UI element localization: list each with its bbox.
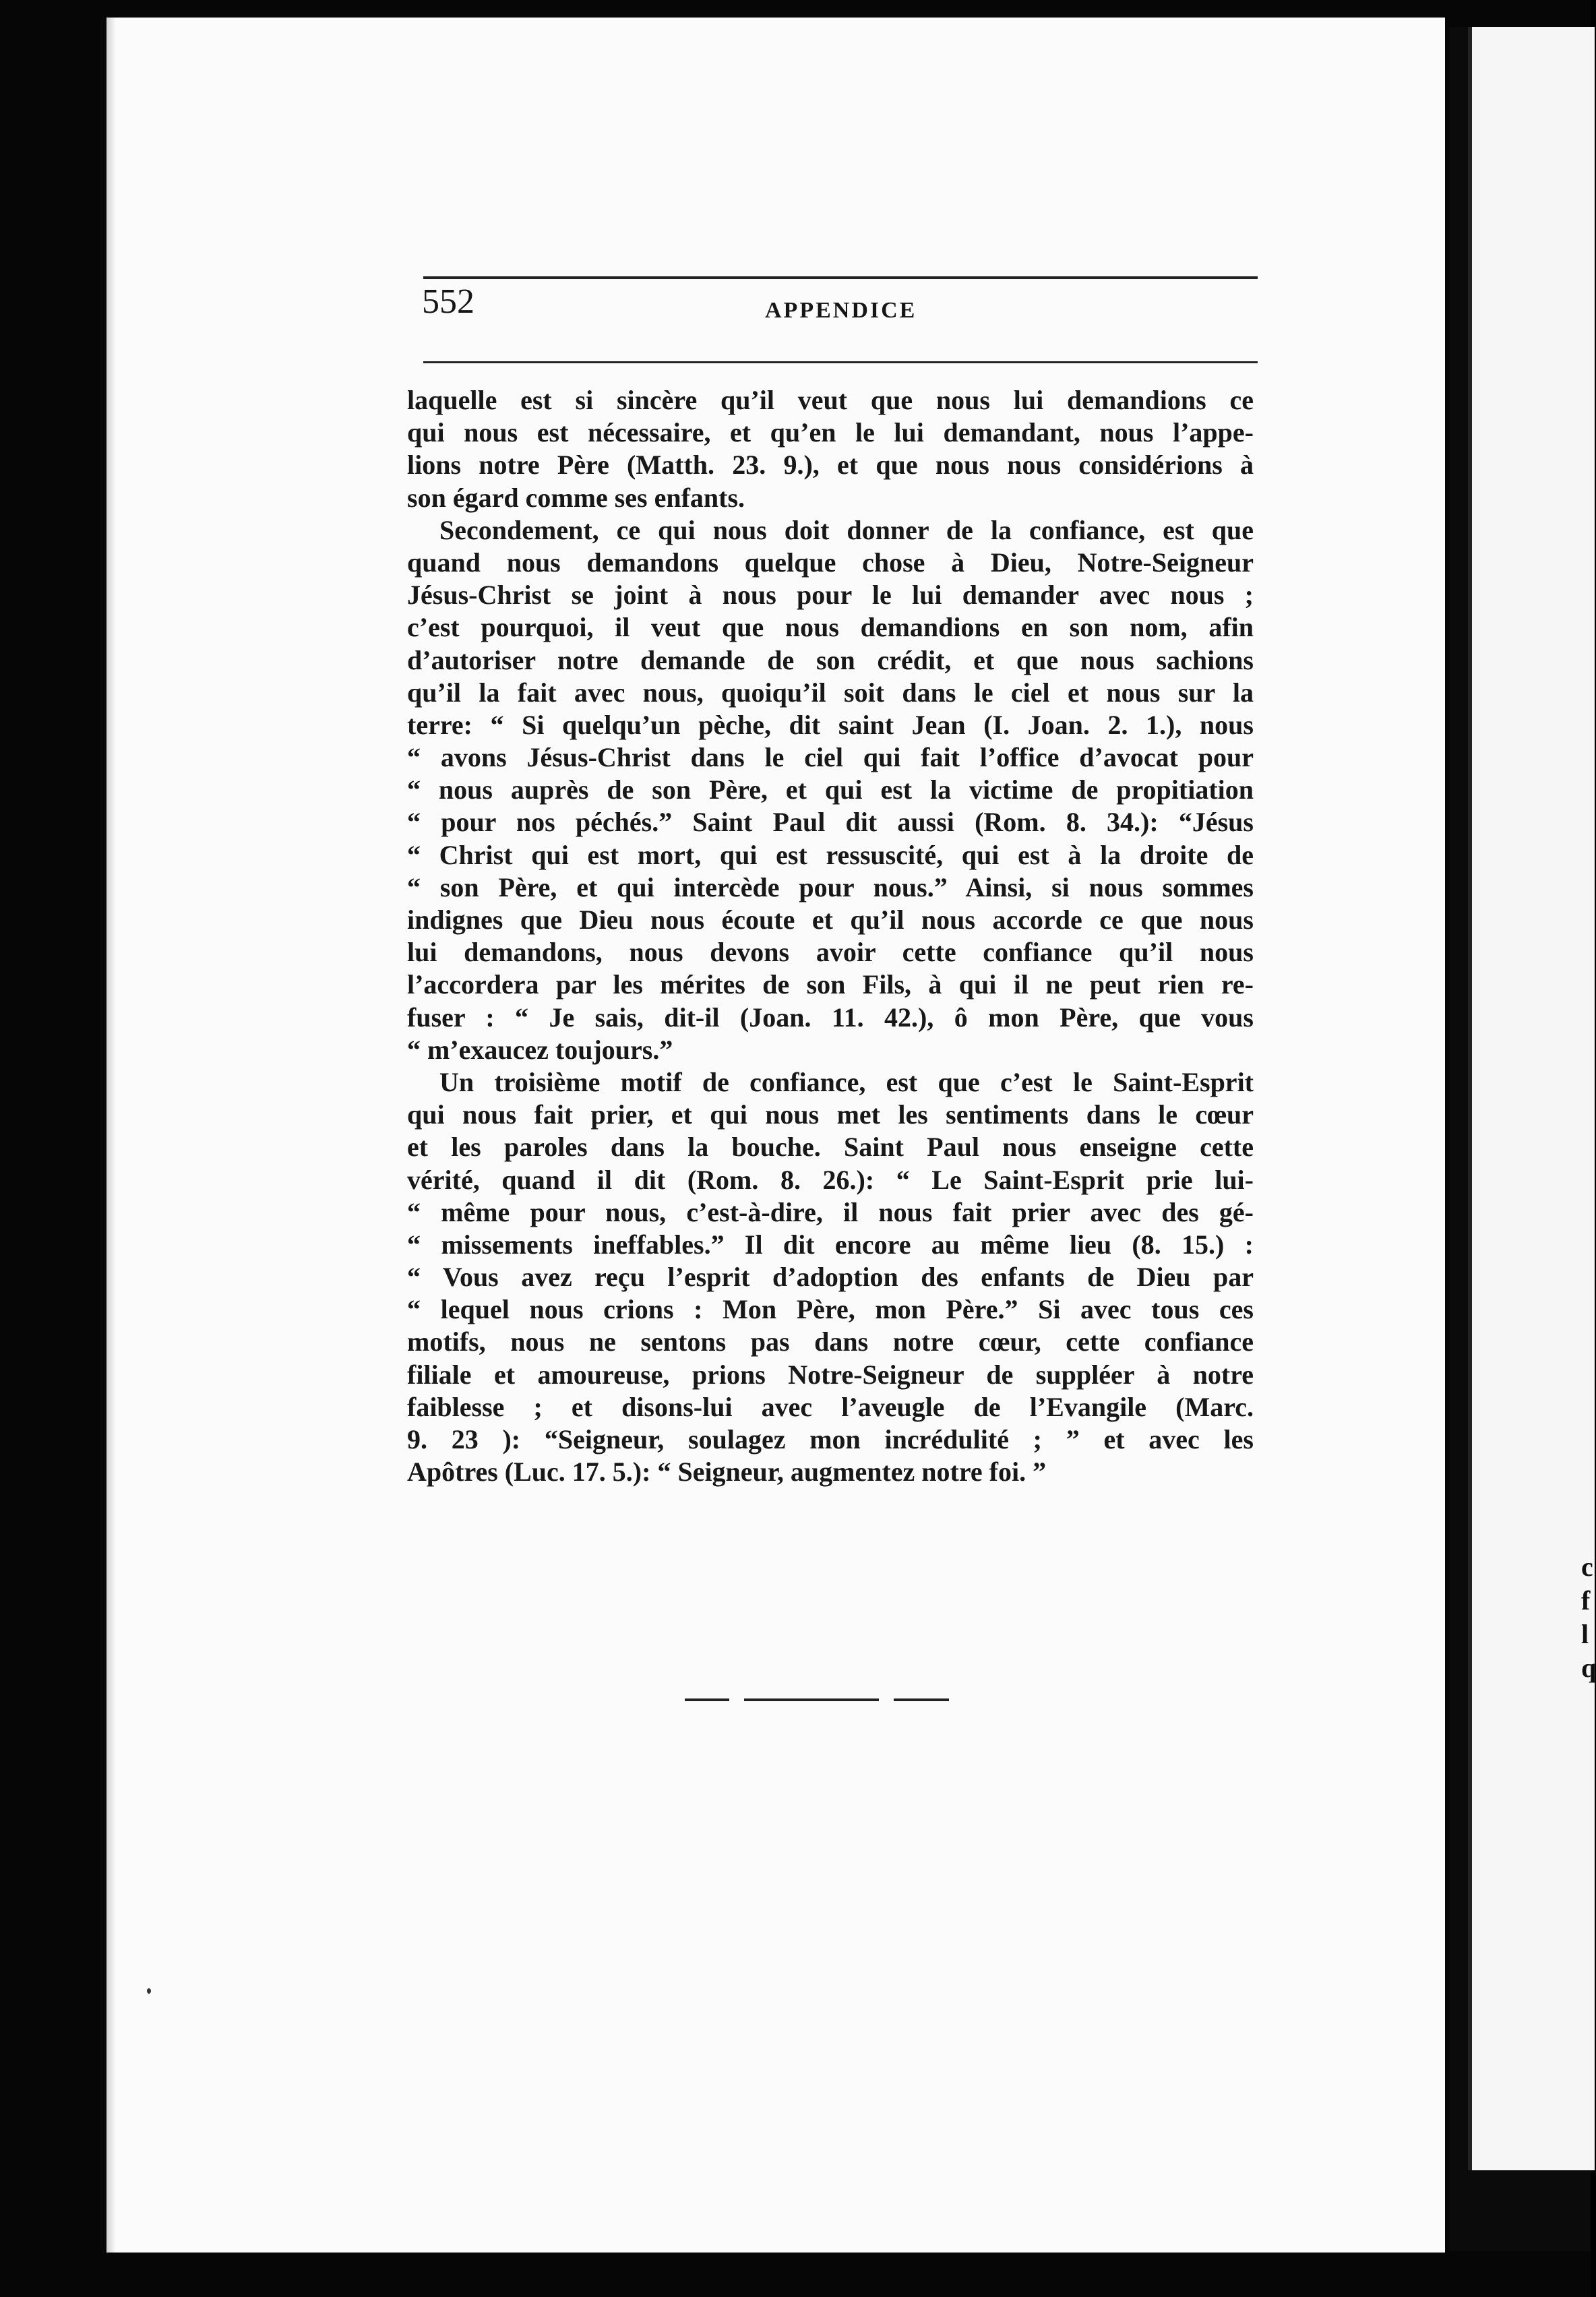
text-line: “ nous auprès de son Père, et qui est la victime de propitiation [407, 774, 1254, 805]
text-line: et les paroles dans la bouche. Saint Paul nous enseigne cette [407, 1132, 1254, 1163]
text-line: Un troisième motif de confiance, est que c’est le Saint-Esprit [439, 1066, 1254, 1097]
adjacent-page-edge [1468, 27, 1595, 2170]
header-bottom-rule [423, 361, 1258, 363]
text-line: faiblesse ; et disons-lui avec l’aveugle de l’Evangile (Marc. [407, 1391, 1254, 1422]
text-line: laquelle est si sincère qu’il veut que nous lui demandions ce [407, 385, 1254, 415]
text-line: c’est pourquoi, il veut que nous demandions en son nom, afin [407, 612, 1254, 643]
text-line: qui nous fait prier, et qui nous met les sentiments dans le cœur [407, 1099, 1254, 1130]
text-line: “ Vous avez reçu l’esprit d’adoption des enfants de Dieu par [407, 1262, 1254, 1293]
text-line: “ Christ qui est mort, qui est ressuscité, qui est à la droite de [407, 839, 1254, 870]
text-line: “ son Père, et qui intercède pour nous.” Ainsi, si nous sommes [407, 871, 1254, 902]
page-number: 552 [422, 282, 474, 321]
header-top-rule [423, 276, 1258, 279]
ornament-dash [894, 1698, 949, 1701]
text-line: son égard comme ses enfants. [407, 482, 745, 513]
body-text [407, 384, 1254, 1488]
text-line: lui demandons, nous devons avoir cette confiance qu’il nous [407, 937, 1254, 968]
text-line: Secondement, ce qui nous doit donner de la confiance, est que [439, 514, 1254, 545]
adjacent-page-text-fragment: c f l q [1581, 1552, 1596, 1683]
text-line: motifs, nous ne sentons pas dans notre cœur, cette confiance [407, 1326, 1254, 1357]
ornament-dash [744, 1698, 879, 1701]
text-line: Jésus-Christ se joint à nous pour le lui demander avec nous ; [407, 580, 1254, 611]
scan-speck [147, 1988, 151, 1994]
text-line: Apôtres (Luc. 17. 5.): “ Seigneur, augmentez notre foi. ” [407, 1457, 1047, 1488]
text-line: “ pour nos péchés.” Saint Paul dit aussi (Rom. 8. 34.): “Jésus [407, 807, 1254, 838]
text-line: qui nous est nécessaire, et qu’en le lui demandant, nous l’appe- [407, 417, 1254, 448]
page-edge-shading [106, 18, 116, 2253]
text-line: fuser : “ Je sais, dit-il (Joan. 11. 42.), ô mon Père, que vous [407, 1002, 1254, 1033]
text-line: “ même pour nous, c’est-à-dire, il nous fait prier avec des gé- [407, 1196, 1254, 1227]
text-line: indignes que Dieu nous écoute et qu’il nous accorde ce que nous [407, 905, 1254, 935]
text-line: vérité, quand il dit (Rom. 8. 26.): “ Le Saint-Esprit prie lui- [407, 1164, 1254, 1195]
text-line: terre: “ Si quelqu’un pèche, dit saint Jean (I. Joan. 2. 1.), nous [407, 709, 1254, 740]
end-ornament-rule [685, 1698, 949, 1703]
text-line: 9. 23 ): “Seigneur, soulagez mon incrédulité ; ” et avec les [407, 1424, 1254, 1454]
text-line: d’autoriser notre demande de son crédit, et que nous sachions [407, 644, 1254, 675]
text-line: qu’il la fait avec nous, quoiqu’il soit dans le ciel et nous sur la [407, 677, 1254, 708]
text-line: “ m’exaucez toujours.” [407, 1034, 673, 1065]
text-line: “ missements ineffables.” Il dit encore au même lieu (8. 15.) : [407, 1229, 1254, 1260]
text-line: lions notre Père (Matth. 23. 9.), et que nous nous considérions à [407, 450, 1254, 481]
running-head: APPENDICE [765, 298, 917, 323]
text-line: “ lequel nous crions : Mon Père, mon Père.” Si avec tous ces [407, 1294, 1254, 1325]
text-line: “ avons Jésus-Christ dans le ciel qui fait l’office d’avocat pour [407, 742, 1254, 773]
ornament-dash [685, 1698, 729, 1701]
text-line: quand nous demandons quelque chose à Dieu, Notre-Seigneur [407, 547, 1254, 578]
text-line: filiale et amoureuse, prions Notre-Seigneur de suppléer à notre [407, 1359, 1254, 1390]
text-line: l’accordera par les mérites de son Fils, à qui il ne peut rien re- [407, 969, 1254, 1000]
